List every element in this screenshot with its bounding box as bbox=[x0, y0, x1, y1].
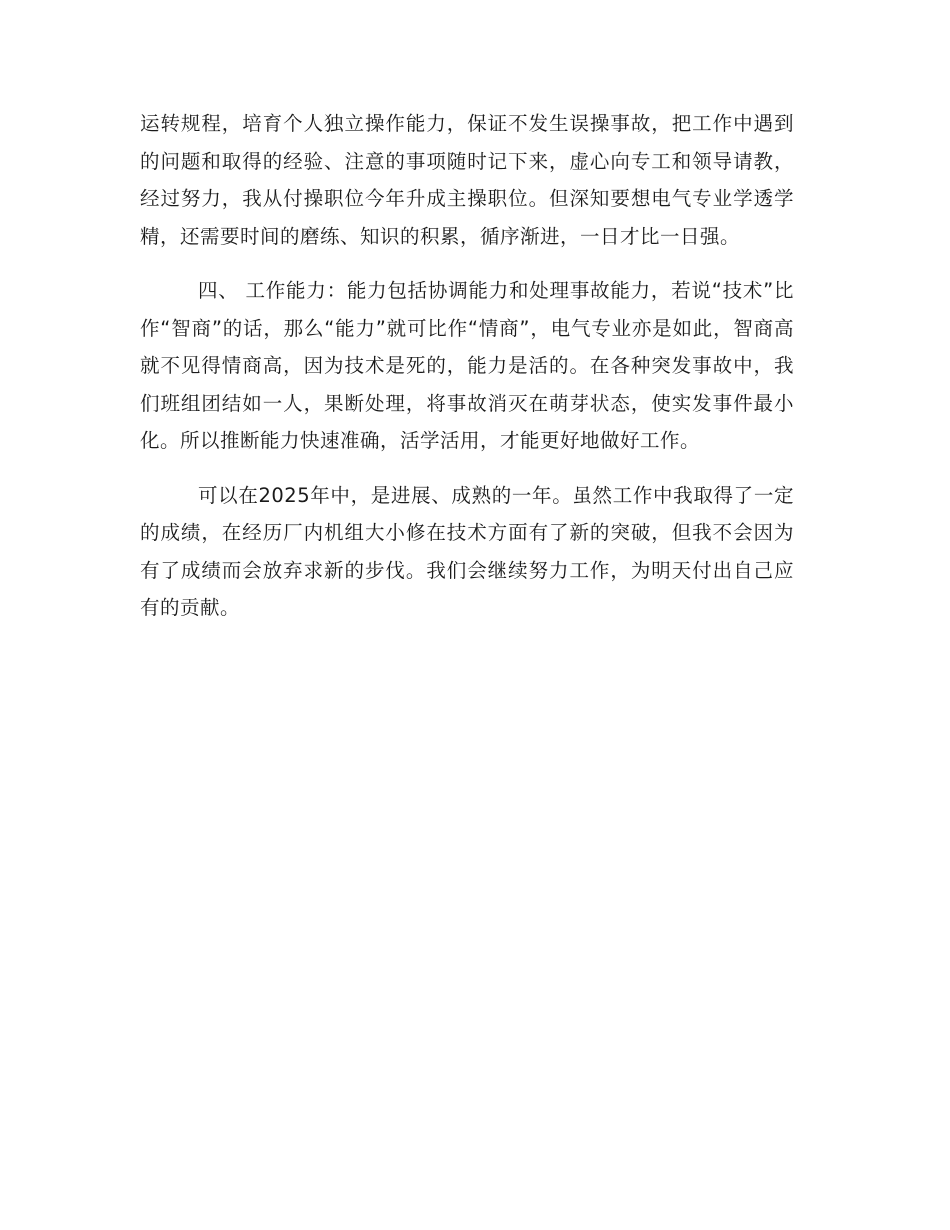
paragraph-work-ability: 四、 工作能力：能力包括协调能力和处理事故能力，若说“技术”比作“智商”的话，那么“能力”就可比作“情商”，电气专业亦是如此，智商高就不见得情商高，因为技术是死的，能力是活的。在各种突发事故中，我们班组团结如一人，果断处理，将事故消灭在萌芽状态，使实发事件最小化。所以推断能力快速准确，活学活用，才能更好地做好工作。 bbox=[140, 279, 794, 452]
paragraph-conclusion: 可以在2025年中，是进展、成熟的一年。虽然工作中我取得了一定的成绩，在经历厂内机组大小修在技术方面有了新的突破，但我不会因为有了成绩而会放弃求新的步伐。我们会继续努力工作，为明天付出自己应有的贡献。 bbox=[140, 483, 794, 619]
document-body bbox=[140, 105, 794, 644]
paragraph-continuation: 运转规程，培育个人独立操作能力，保证不发生误操事故，把工作中遇到的问题和取得的经验、注意的事项随时记下来，虚心向专工和领导请教，经过努力，我从付操职位今年升成主操职位。但深知要想电气专业学透学精，还需要时间的磨练、知识的积累，循序渐进，一日才比一日强。 bbox=[140, 112, 794, 248]
